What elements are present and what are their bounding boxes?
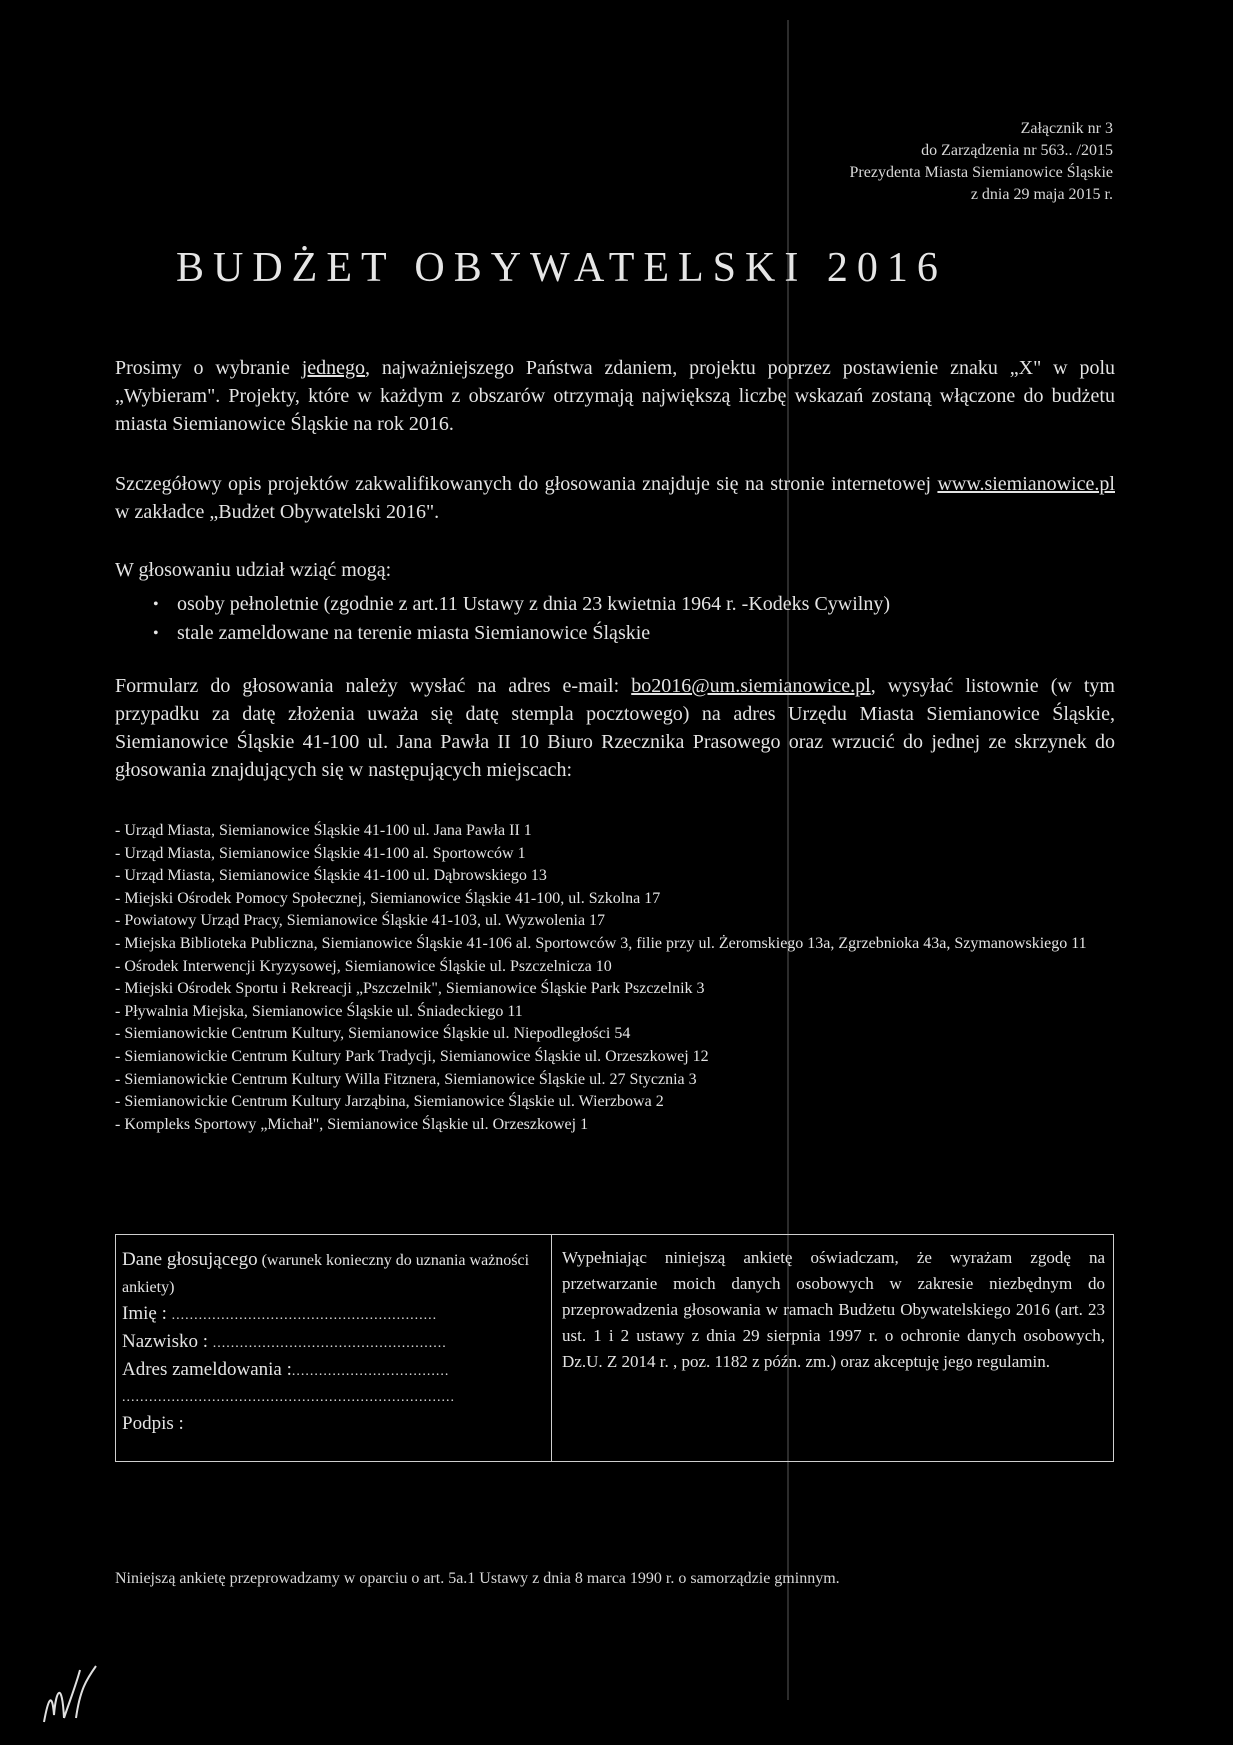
annex-issuer: Prezydenta Miasta Siemianowice Śląskie [849, 164, 1113, 181]
location-item: - Urząd Miasta, Siemianowice Śląskie 41-100 ul. Jana Pawła II 1 [115, 822, 532, 839]
address-line-2[interactable]: .......................................................................... [122, 1390, 455, 1405]
legal-basis-note: Niniejszą ankietę przeprowadzamy w oparciu o art. 5a.1 Ustawy z dnia 8 marca 1990 r. o samorządzie gminnym. [115, 1570, 840, 1587]
annex-number: Załącznik nr 3 [1020, 120, 1113, 137]
email-link[interactable]: bo2016@um.siemianowice.pl [631, 675, 871, 697]
eligibility-list [115, 590, 1115, 648]
handwritten-signature [36, 1660, 106, 1730]
intro-paragraph [115, 354, 1115, 438]
submission-text-start: Formularz do głosowania należy wysłać na adres e-mail: [115, 675, 632, 697]
location-item: - Siemianowickie Centrum Kultury Jarząbina, Siemianowice Śląskie ul. Wierzbowa 2 [115, 1093, 664, 1111]
location-item: - Ośrodek Interwencji Kryzysowej, Siemianowice Śląskie ul. Pszczelnicza 10 [115, 957, 612, 975]
location-item: - Urząd Miasta, Siemianowice Śląskie 41-100 al. Sportowców 1 [115, 844, 526, 862]
location-item: - Miejski Ośrodek Pomocy Społecznej, Siemianowice Śląskie 41-100, ul. Szkolna 17 [115, 889, 661, 907]
last-name-line: .................................................... [212, 1336, 447, 1351]
eligibility-heading: W głosowaniu udział wziąć mogą: [115, 559, 392, 581]
details-text-end: w zakładce „Budżet Obywatelski 2016". [115, 501, 440, 523]
first-name-field[interactable] [122, 1301, 545, 1329]
consent-cell: Wypełniając niniejszą ankietę oświadczam, że wyrażam zgodę na przetwarzanie moich danych osobowych w zakresie niezbędnym do przeprowadzenia głosowania w ramach Budżetu Obywatelskiego 2016 (art. 23 ust. 1 i 2 ustawy z dnia 29 sierpnia 1997 r. o ochronie danych osobowych, Dz.U. Z 2014 r. , poz. 1182 z późn. zm.) oraz akceptuję jego regulamin. [562, 1248, 1105, 1371]
website-link[interactable]: www.siemianowice.pl [937, 473, 1115, 495]
first-name-label: Imię : [122, 1303, 172, 1324]
eligibility-item: • osoby pełnoletnie (zgodnie z art.11 Ustawy z dnia 23 kwietnia 1964 r. -Kodeks Cywilny) [115, 590, 1115, 619]
voter-heading-title: Dane głosującego [122, 1249, 258, 1270]
details-paragraph [115, 470, 1115, 526]
first-name-line: ........................................................... [171, 1308, 438, 1323]
location-item: - Siemianowickie Centrum Kultury Willa Fitznera, Siemianowice Śląskie ul. 27 Stycznia 3 [115, 1070, 697, 1088]
ballot-box-locations [115, 820, 1115, 1136]
location-item: - Pływalnia Miejska, Siemianowice Śląskie ul. Śniadeckiego 11 [115, 1002, 523, 1020]
intro-text-end: , najważniejszego Państwa zdaniem, projektu poprzez postawienie znaku „X" w polu „Wybieram". Projekty, które w każdym z obszarów otrzymają największą liczbę wskazań zostaną włączone do budżetu miasta Siemianowice Śląskie na rok 2016. [115, 357, 1116, 435]
voter-data-form [115, 1234, 1114, 1462]
document-title: BUDŻET OBYWATELSKI 2016 [176, 245, 947, 291]
annex-date: z dnia 29 maja 2015 r. [970, 186, 1113, 203]
voter-fields-cell [116, 1235, 552, 1461]
intro-text-start: Prosimy o wybranie [115, 357, 302, 379]
address-field[interactable] [122, 1357, 545, 1385]
location-item: - Miejska Biblioteka Publiczna, Siemianowice Śląskie 41-106 al. Sportowców 3, filie przy ul. Żeromskiego 13a, Zgrzebnioka 43a, Szymanowskiego 11 [115, 934, 1087, 952]
address-line: ................................... [291, 1364, 450, 1379]
voter-heading-note: (warunek konieczny do uznania ważności ankiety) [122, 1252, 530, 1296]
annex-header [850, 118, 1113, 206]
last-name-label: Nazwisko : [122, 1331, 213, 1352]
annex-order: do Zarządzenia nr 563.. /2015 [921, 142, 1113, 159]
location-item: - Kompleks Sportowy „Michał", Siemianowice Śląskie ul. Orzeszkowej 1 [115, 1115, 589, 1133]
location-item: - Siemianowickie Centrum Kultury, Siemianowice Śląskie ul. Niepodległości 54 [115, 1025, 631, 1043]
eligibility-item: • stale zameldowane na terenie miasta Siemianowice Śląskie [115, 619, 1115, 648]
location-item: - Powiatowy Urząd Pracy, Siemianowice Śląskie 41-103, ul. Wyzwolenia 17 [115, 912, 606, 930]
submission-paragraph [115, 672, 1115, 784]
location-item: - Miejski Ośrodek Sportu i Rekreacji „Pszczelnik", Siemianowice Śląskie Park Pszczelnik 3 [115, 980, 705, 998]
voter-heading [122, 1247, 545, 1301]
signature-field[interactable]: Podpis : [122, 1413, 184, 1434]
submission-text-end: , wysyłać listownie (w tym przypadku za datę złożenia uważa się datę stempla pocztowego) na adres Urzędu Miasta Siemianowice Śląskie, Siemianowice Śląskie 41-100 ul. Jana Pawła II 10 Biuro Rzecznika Prasowego oraz wrzucić do jednej ze skrzynek do głosowania znajdujących się w następujących miejscach: [115, 675, 1115, 781]
location-item: - Urząd Miasta, Siemianowice Śląskie 41-100 ul. Dąbrowskiego 13 [115, 867, 547, 885]
last-name-field[interactable] [122, 1329, 545, 1357]
location-item: - Siemianowickie Centrum Kultury Park Tradycji, Siemianowice Śląskie ul. Orzeszkowej 12 [115, 1047, 709, 1065]
intro-emphasis: jednego [301, 357, 366, 379]
details-text-start: Szczegółowy opis projektów zakwalifikowanych do głosowania znajduje się na stronie internetowej [115, 473, 938, 495]
address-label: Adres zameldowania : [122, 1359, 292, 1380]
